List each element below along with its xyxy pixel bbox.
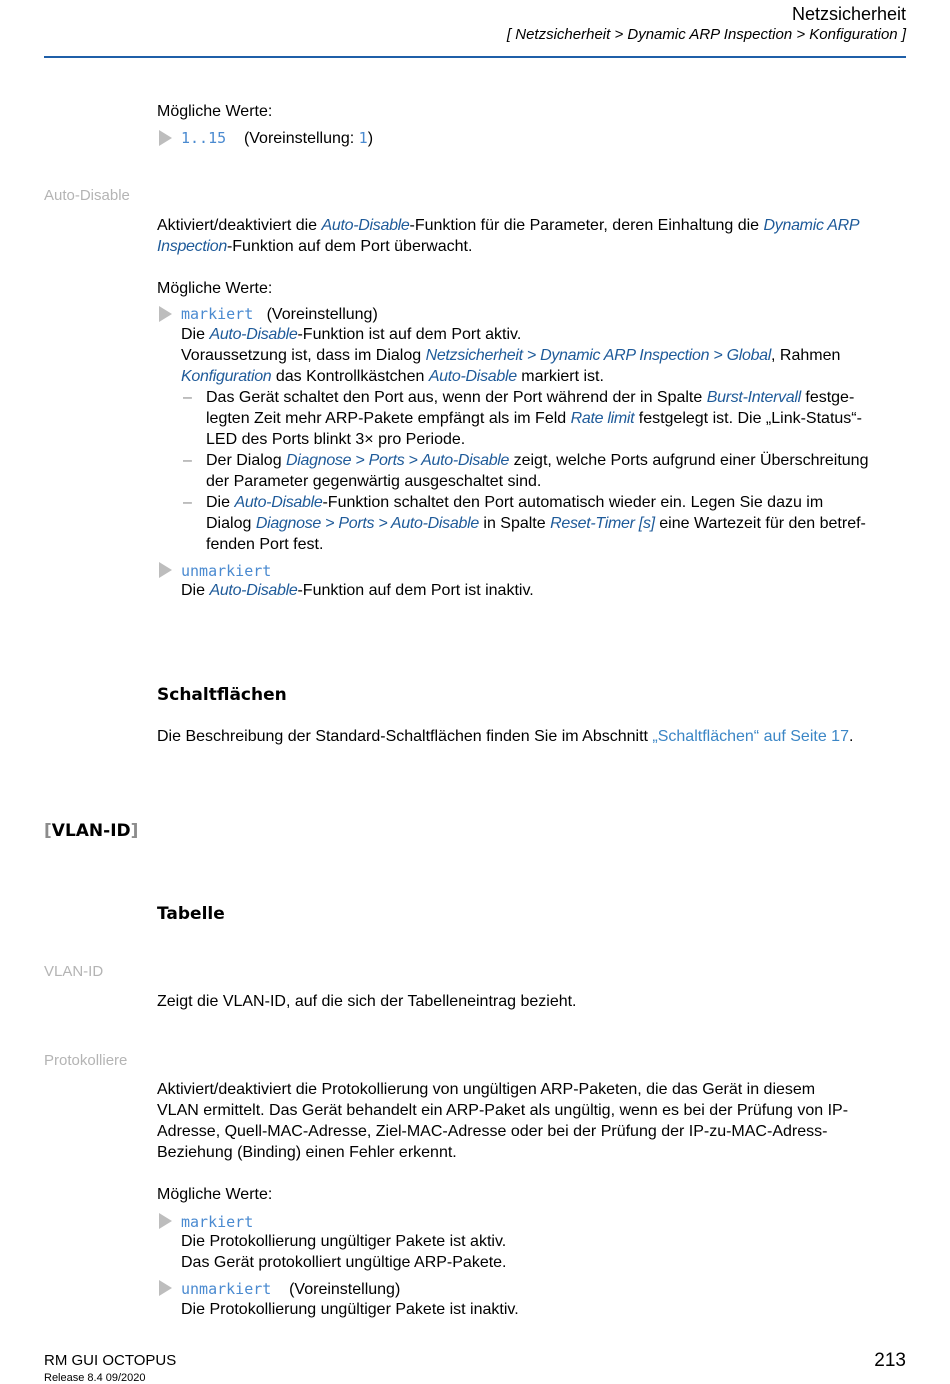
range-value-line xyxy=(181,129,373,148)
footer-release: Release 8.4 09/2020 xyxy=(44,1372,146,1384)
vlan-id-desc: Zeigt die VLAN-ID, auf die sich der Tabelleneintrag bezieht. xyxy=(157,993,577,1010)
text-run: festge- xyxy=(800,389,855,406)
bullet-triangle-icon xyxy=(159,1280,172,1296)
diagnose-auto-disable-link[interactable]: Diagnose > Ports > Auto-Disable xyxy=(286,452,510,469)
log-desc-line: Beziehung (Binding) einen Fehler erkennt. xyxy=(157,1144,457,1161)
protokolliere-side-label: Protokolliere xyxy=(44,1052,128,1069)
log-desc-line: VLAN ermittelt. Das Gerät behandelt ein ARP-Paket als ungültig, wenn es bei der Prüfung von IP- xyxy=(157,1102,849,1119)
text-run: festgelegt ist. Die „Link-Status“- xyxy=(634,410,862,427)
text-run: -Funktion schaltet den Port automatisch wieder ein. Legen Sie dazu im xyxy=(322,494,824,511)
text-run: Das Gerät schaltet den Port aus, wenn der Port während der in Spalte xyxy=(206,389,707,406)
auto-disable-desc-line2 xyxy=(157,238,472,256)
bullet3-line3: fenden Port fest. xyxy=(206,536,324,553)
auto-disable-link[interactable]: Auto-Disable xyxy=(209,326,298,343)
header-title: Netzsicherheit xyxy=(791,4,906,24)
text-run: Die xyxy=(206,494,235,511)
bullet-triangle-icon xyxy=(159,1213,172,1229)
header-rule xyxy=(44,56,906,58)
range-value: 1..15 xyxy=(181,129,227,147)
burst-interval-link[interactable]: Burst-Intervall xyxy=(706,389,801,406)
bullet-triangle-icon xyxy=(159,562,172,578)
range-default-value: 1 xyxy=(358,129,368,147)
table-heading: Tabelle xyxy=(157,904,225,924)
marked-line1 xyxy=(181,326,521,344)
log-desc-line: Aktiviert/deaktiviert die Protokollierung von ungültigen ARP-Paketen, die das Gerät in diesem xyxy=(157,1081,816,1098)
marked-line2 xyxy=(181,347,840,365)
text-run: Aktiviert/deaktiviert die xyxy=(157,217,322,234)
bullet1-line3: LED des Ports blinkt 3× pro Periode. xyxy=(206,431,466,448)
auto-disable-link[interactable]: Auto-Disable xyxy=(234,494,323,511)
bullet2-line1 xyxy=(206,452,868,470)
auto-disable-side-label: Auto-Disable xyxy=(44,187,130,204)
footer-document-name: RM GUI OCTOPUS xyxy=(44,1352,177,1369)
text-run: in Spalte xyxy=(478,515,551,532)
possible-values-label: Mögliche Werte: xyxy=(157,1186,273,1203)
log-marked-line2: Das Gerät protokolliert ungültige ARP-Pakete. xyxy=(181,1254,507,1271)
unmarked-value-line xyxy=(181,1280,400,1299)
text-run: das Kontrollkästchen xyxy=(271,368,429,385)
unmarked-value: unmarkiert xyxy=(181,562,272,580)
text-run: -Funktion auf dem Port ist inaktiv. xyxy=(297,582,534,599)
marked-value: markiert xyxy=(181,305,254,323)
global-dialog-link[interactable]: Netzsicherheit > Dynamic ARP Inspection > Global xyxy=(425,347,772,364)
rate-limit-link[interactable]: Rate limit xyxy=(570,410,635,427)
dash-bullet: – xyxy=(183,494,192,511)
dash-bullet: – xyxy=(183,389,192,406)
log-unmarked-line1: Die Protokollierung ungültiger Pakete ist inaktiv. xyxy=(181,1301,519,1318)
header-breadcrumb: [ Netzsicherheit > Dynamic ARP Inspection > Konfiguration ] xyxy=(506,26,906,43)
text-run: Dialog xyxy=(206,515,256,532)
text-run: Voraussetzung ist, dass im Dialog xyxy=(181,347,426,364)
marked-value: markiert xyxy=(181,1213,254,1231)
bullet3-line2 xyxy=(206,515,866,533)
buttons-heading: Schaltflächen xyxy=(157,685,287,705)
buttons-desc xyxy=(157,728,853,746)
konfiguration-link[interactable]: Konfiguration xyxy=(181,368,272,385)
bracket: [ xyxy=(44,821,52,841)
auto-disable-link[interactable]: Auto-Disable xyxy=(321,217,410,234)
text-run: Der Dialog xyxy=(206,452,287,469)
bullet1-line1 xyxy=(206,389,854,407)
range-default-prefix: (Voreinstellung: xyxy=(243,130,359,147)
auto-disable-desc-line1 xyxy=(157,217,859,235)
default-note: (Voreinstellung) xyxy=(289,1281,401,1298)
marked-value-line xyxy=(181,305,378,324)
dash-bullet: – xyxy=(183,452,192,469)
possible-values-label: Mögliche Werte: xyxy=(157,103,273,120)
dynamic-arp-link[interactable]: Dynamic ARP xyxy=(763,217,860,234)
vlan-id-side-label: VLAN-ID xyxy=(44,963,104,980)
page-number: 213 xyxy=(874,1350,906,1371)
possible-values-label: Mögliche Werte: xyxy=(157,280,273,297)
text-run: . xyxy=(848,728,854,745)
range-default-suffix: ) xyxy=(367,130,374,147)
buttons-xref-link[interactable]: „Schaltflächen“ auf Seite 17 xyxy=(652,728,849,745)
marked-line3 xyxy=(181,368,604,386)
text-run: eine Wartezeit für den betref- xyxy=(654,515,866,532)
text-run: -Funktion für die Parameter, deren Einhaltung die xyxy=(409,217,764,234)
unmarked-value: unmarkiert xyxy=(181,1280,272,1298)
default-note: (Voreinstellung) xyxy=(266,306,378,323)
bracket: ] xyxy=(130,821,139,841)
text-run: Die Beschreibung der Standard-Schaltflächen finden Sie im Abschnitt xyxy=(157,728,653,745)
bullet-triangle-icon xyxy=(159,306,172,322)
text-run: legten Zeit mehr ARP-Pakete empfängt als im Feld xyxy=(206,410,571,427)
text-run: , Rahmen xyxy=(771,347,841,364)
vlan-section-title xyxy=(44,821,138,841)
text-run: markiert ist. xyxy=(516,368,604,385)
bullet1-line2 xyxy=(206,410,862,428)
vlan-section-name: VLAN-ID xyxy=(51,821,131,841)
inspection-link[interactable]: Inspection xyxy=(157,238,227,255)
diagnose-auto-disable-link[interactable]: Diagnose > Ports > Auto-Disable xyxy=(255,515,479,532)
auto-disable-checkbox-link[interactable]: Auto-Disable xyxy=(428,368,517,385)
log-marked-line1: Die Protokollierung ungültiger Pakete ist aktiv. xyxy=(181,1233,507,1250)
bullet-triangle-icon xyxy=(159,130,172,146)
text-run: -Funktion ist auf dem Port aktiv. xyxy=(297,326,522,343)
auto-disable-link[interactable]: Auto-Disable xyxy=(209,582,298,599)
text-run: -Funktion auf dem Port überwacht. xyxy=(226,238,473,255)
text-run: zeigt, welche Ports aufgrund einer Überschreitung xyxy=(509,452,869,469)
log-desc-line: Adresse, Quell-MAC-Adresse, Ziel-MAC-Adresse oder bei der Prüfung der IP-zu-MAC-Adress- xyxy=(157,1123,828,1140)
text-run: Die xyxy=(181,582,210,599)
bullet3-line1 xyxy=(206,494,823,512)
unmarked-line1 xyxy=(181,582,534,600)
text-run: Die xyxy=(181,326,210,343)
bullet2-line2: der Parameter gegenwärtig ausgeschaltet sind. xyxy=(206,473,542,490)
reset-timer-link[interactable]: Reset-Timer [s] xyxy=(550,515,655,532)
